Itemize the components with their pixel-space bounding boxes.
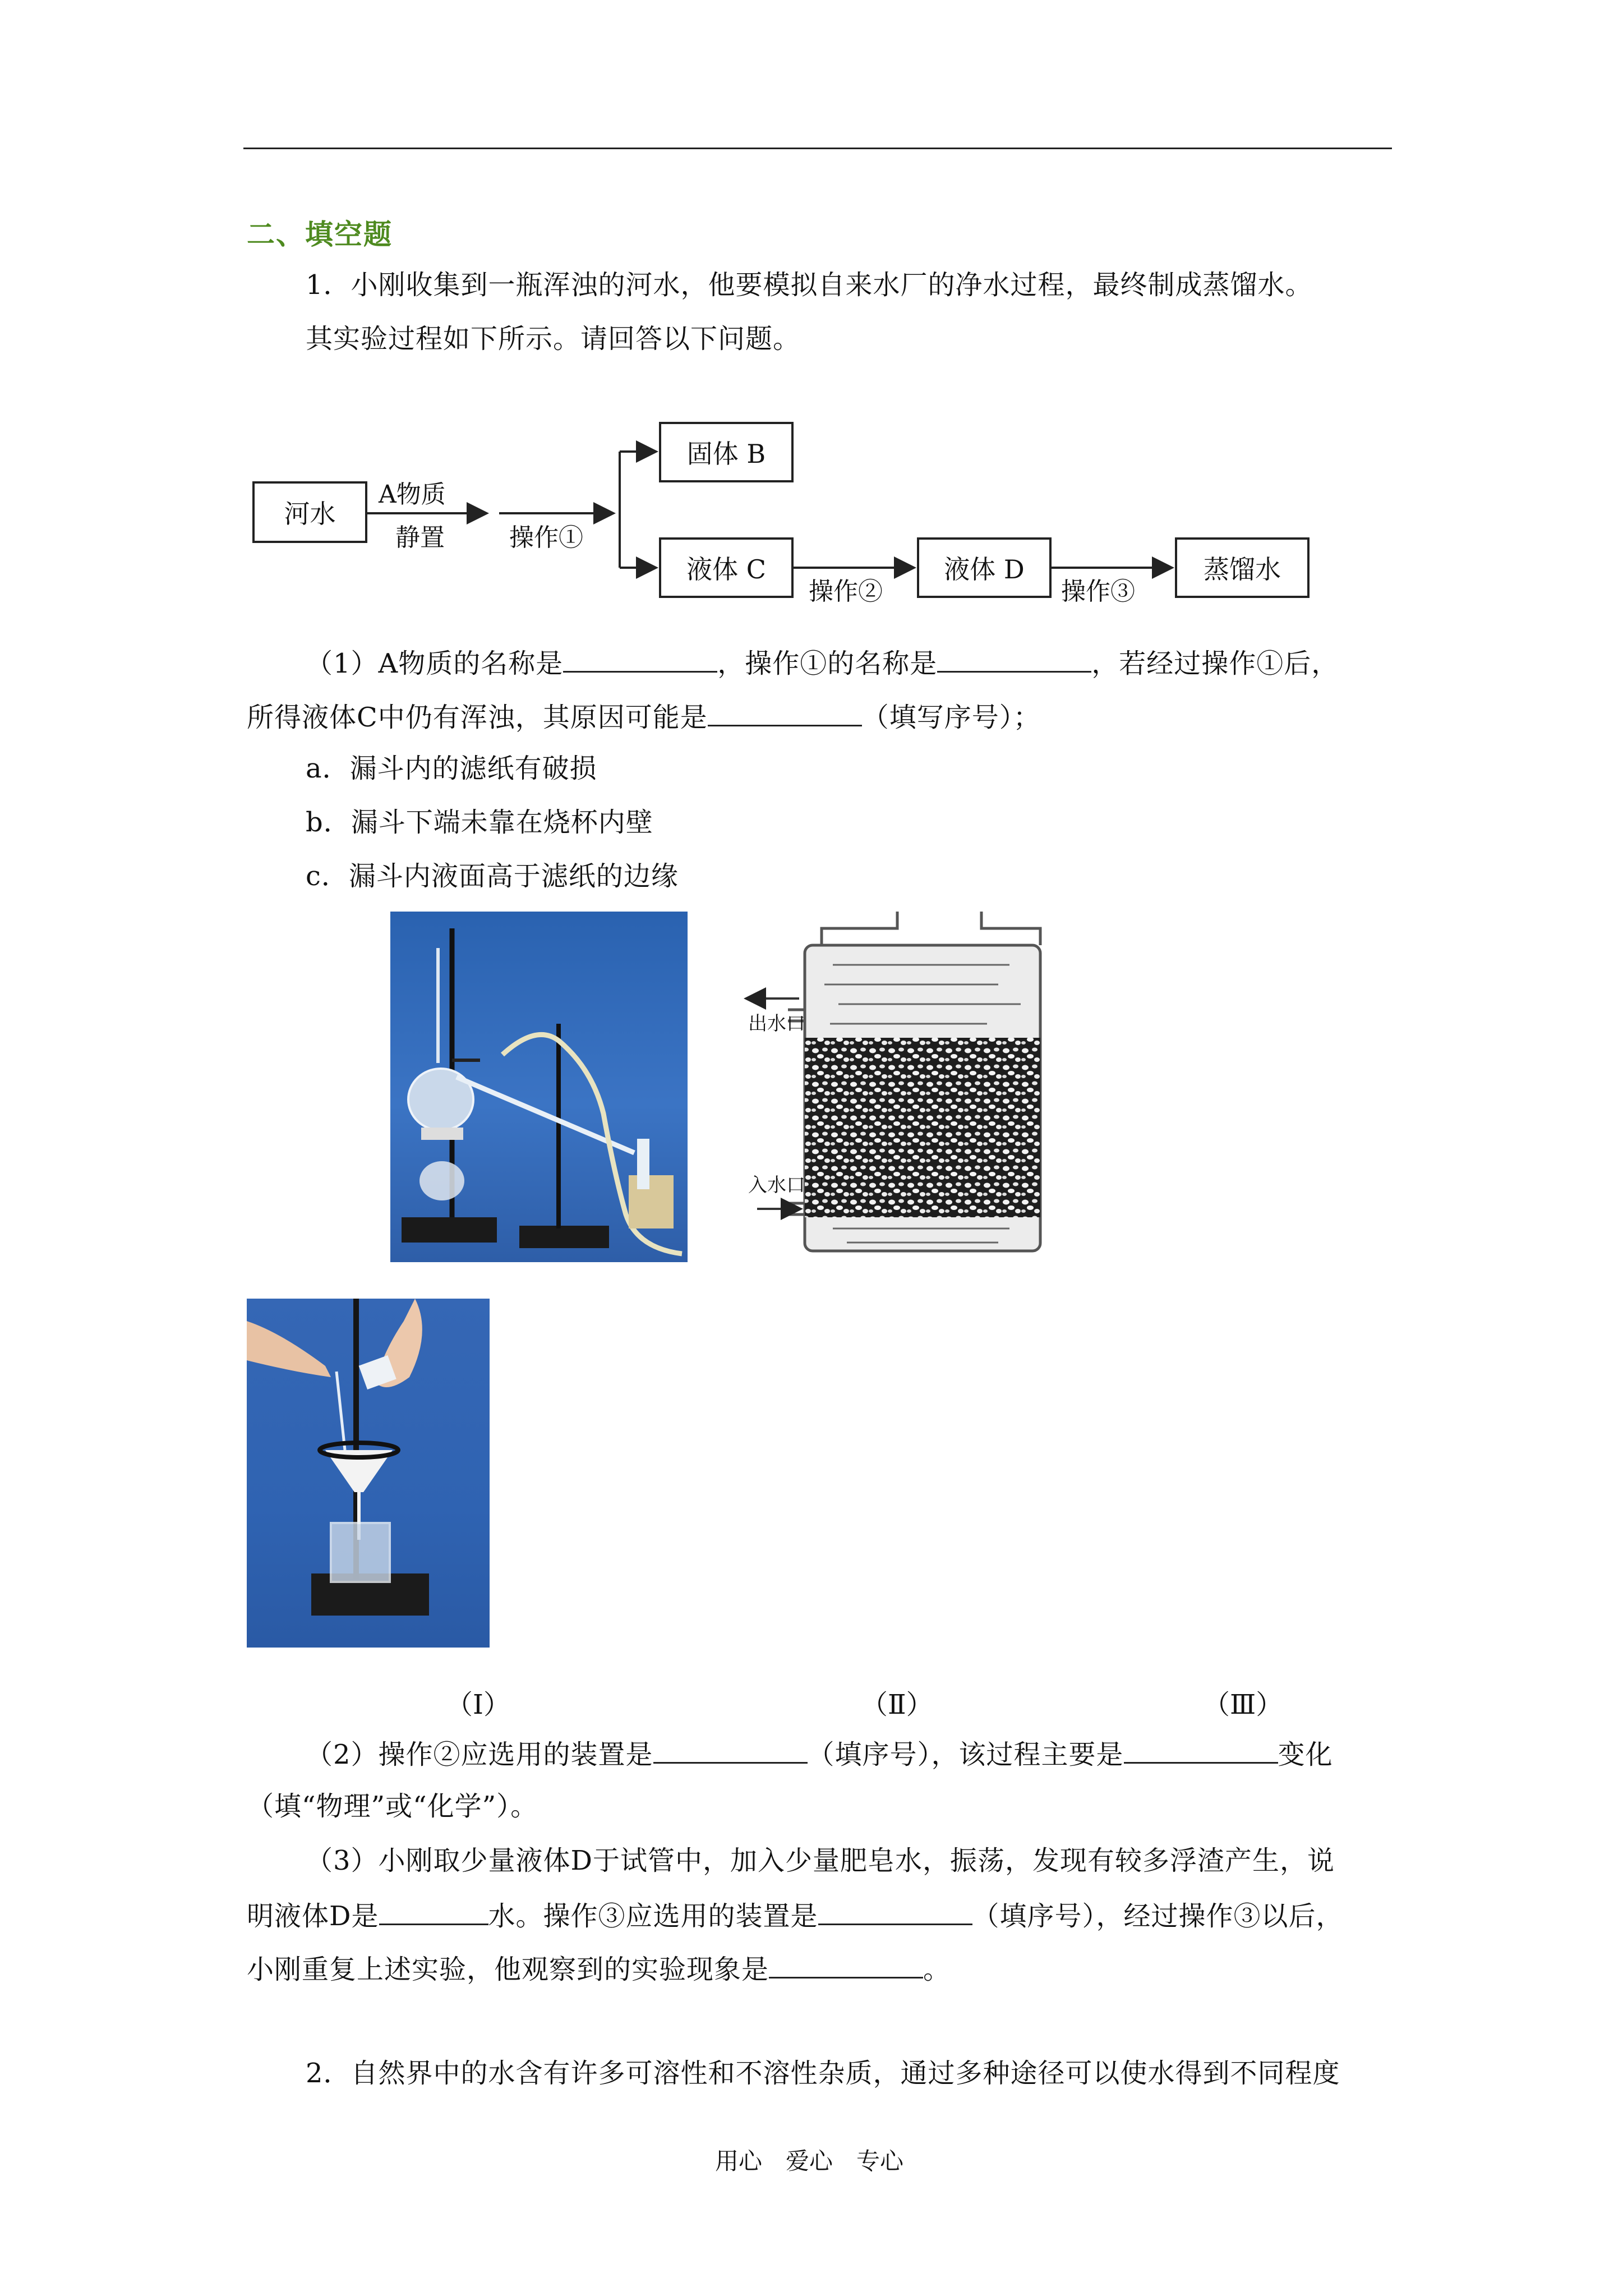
caption-3: （Ⅲ） (1203, 1689, 1283, 1720)
water-filter-diagram (735, 912, 1066, 1262)
option-c: c．漏斗内液面高于滤纸的边缘 (306, 861, 679, 892)
reagent-a-label: A物质 (379, 480, 446, 509)
river-water-box: 河水 (252, 481, 367, 543)
header-rule (243, 148, 1392, 149)
caption-1: （Ⅰ） (446, 1689, 510, 1720)
answer-blank-change-type[interactable] (1124, 1736, 1278, 1764)
filtration-photo (247, 1299, 490, 1648)
q1-part3-line3: 小刚重复上述实验，他观察到的实验现象是 。 (247, 1951, 951, 1986)
q1-part2-line1: （2）操作②应选用的装置是 （填序号），该过程主要是 变化 (306, 1736, 1333, 1772)
solid-b-box: 固体 B (659, 422, 794, 482)
caption-2: （Ⅱ） (861, 1689, 933, 1720)
q1-stem-line2: 其实验过程如下所示。请回答以下问题。 (306, 323, 801, 355)
q1-part1-line2: 所得液体C中仍有浑浊，其原因可能是 （填写序号）； (247, 699, 1041, 734)
flow-diagram (241, 415, 1318, 606)
op3-label: 操作③ (1061, 577, 1135, 606)
liquid-d-box: 液体 D (917, 537, 1052, 598)
q1-part2-line2: （填“物理”或“化学”）。 (247, 1791, 538, 1822)
distillation-apparatus-photo (390, 912, 688, 1262)
filtration-image (247, 1299, 490, 1648)
distilled-water-box: 蒸馏水 (1175, 537, 1310, 598)
settle-label: 静置 (395, 523, 445, 552)
q1-stem-line1: 1．小刚收集到一瓶浑浊的河水，他要模拟自来水厂的净水过程，最终制成蒸馏水。 (306, 269, 1313, 301)
inlet-label: 入水口 (748, 1174, 805, 1197)
answer-blank-phenomenon[interactable] (769, 1951, 923, 1978)
water-filter-drawing (735, 912, 1066, 1262)
distillation-apparatus-image (390, 912, 688, 1262)
answer-blank-op2-device[interactable] (653, 1736, 808, 1764)
q1-part3-line2: 明液体D是 水。操作③应选用的装置是 （填序号），经过操作③以后， (247, 1898, 1344, 1933)
answer-blank-a-substance[interactable] (563, 645, 717, 673)
page-footer: 用心 爱心 专心 (715, 2147, 904, 2175)
liquid-c-box: 液体 C (659, 537, 794, 598)
answer-blank-op3-device[interactable] (818, 1898, 972, 1925)
q2-stem: 2．自然界中的水含有许多可溶性和不溶性杂质，通过多种途径可以使水得到不同程度 (306, 2058, 1340, 2089)
q1-part3-line1: （3）小刚取少量液体D于试管中，加入少量肥皂水，振荡，发现有较多浮渣产生，说 (306, 1845, 1335, 1876)
outlet-label: 出水口 (748, 1013, 805, 1035)
answer-blank-reason[interactable] (708, 699, 862, 726)
op2-label: 操作② (809, 577, 883, 606)
option-a: a．漏斗内的滤纸有破损 (306, 753, 597, 784)
op1-label: 操作① (509, 523, 583, 552)
answer-blank-op1-name[interactable] (937, 645, 1091, 673)
option-b: b．漏斗下端未靠在烧杯内壁 (306, 807, 653, 838)
q1-part1-line1: （1）A物质的名称是 ，操作①的名称是 ，若经过操作①后， (306, 645, 1339, 680)
section-title: 二、填空题 (247, 218, 393, 251)
answer-blank-water-type[interactable] (379, 1898, 488, 1925)
